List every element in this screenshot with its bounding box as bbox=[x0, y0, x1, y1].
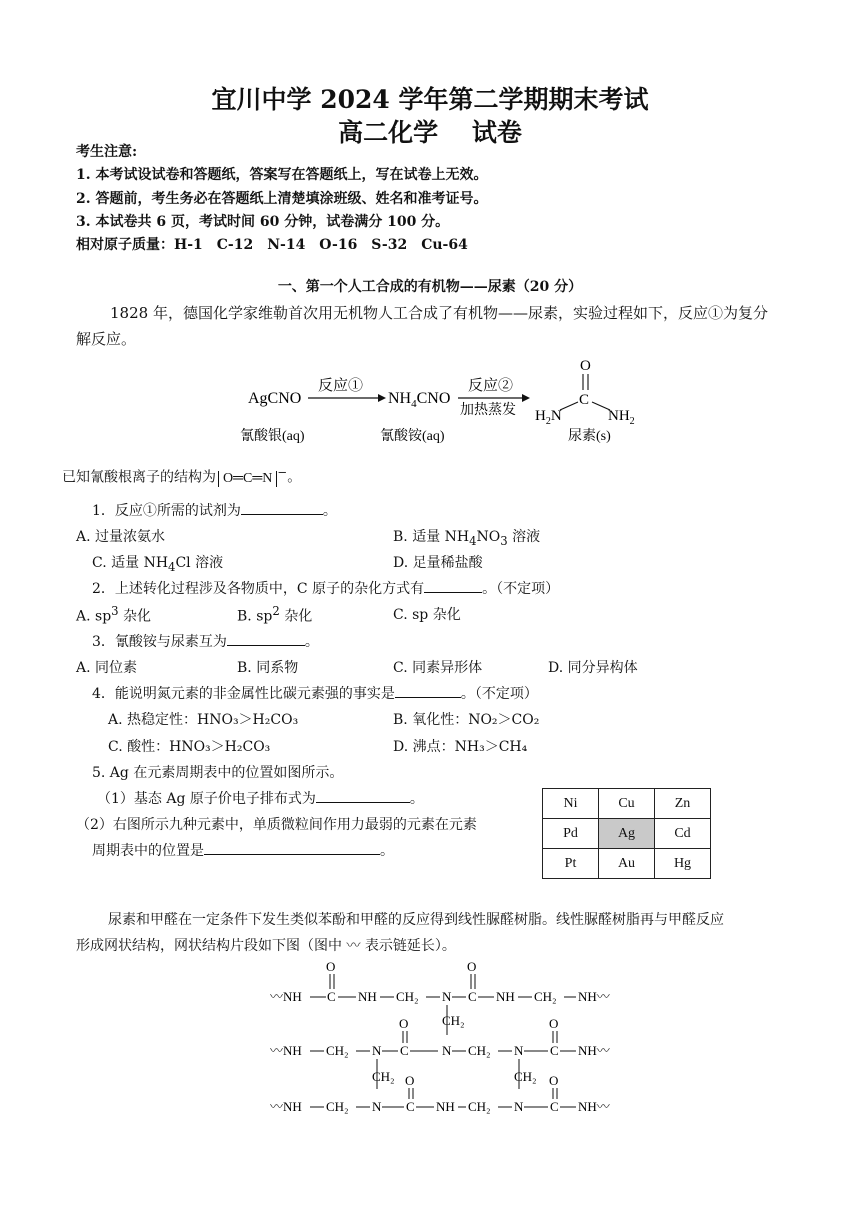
q1-option-b: B. 适量 $NH_4NO_3$ 溶液 bbox=[393, 529, 541, 548]
arrow-1-head bbox=[378, 394, 386, 402]
r1-ch2: CH₂ bbox=[396, 989, 419, 1004]
q4-option-d: D. 沸点：NH₃＞CH₄ bbox=[393, 739, 528, 755]
r2-n1: N bbox=[372, 1043, 382, 1058]
q2-stem: 2．上述转化过程涉及各物质中，C 原子的杂化方式有 。（不定项） bbox=[92, 578, 559, 598]
q5-part2-line1: （2）右图所示九种元素中，单质微粒间作用力最弱的元素在元素 bbox=[76, 817, 477, 833]
name-silver-cyanate: 氰酸银(aq) bbox=[240, 429, 305, 444]
r3-nh-left: 〰NH bbox=[270, 1099, 302, 1114]
q3-option-c: C. 同素异形体 bbox=[393, 660, 483, 676]
r2-o2: O bbox=[549, 1016, 559, 1031]
element-cell: Ni bbox=[543, 789, 599, 819]
r1-nh-left: 〰NH bbox=[270, 989, 302, 1004]
exam-title: 宜川中学 2024 学年第二学期期末考试 bbox=[211, 85, 649, 114]
element-cell: Cd bbox=[655, 819, 711, 849]
element-cell: Hg bbox=[655, 849, 711, 879]
urea-oxygen: O bbox=[580, 358, 591, 374]
periodic-row bbox=[543, 789, 711, 819]
urea-nh2-left: $H_2N$ bbox=[535, 408, 562, 427]
notice-item-1: 1. 本考试设试卷和答题纸，答案写在答题纸上，写在试卷上无效。 bbox=[76, 167, 488, 183]
q5-stem: 5. Ag 在元素周期表中的位置如图所示。 bbox=[92, 765, 344, 781]
r3-n2: N bbox=[514, 1099, 524, 1114]
section-title: 一、第一个人工合成的有机物——尿素（20 分） bbox=[277, 279, 583, 295]
r3-o2: O bbox=[549, 1073, 559, 1088]
q3-option-d: D. 同分异构体 bbox=[548, 660, 638, 676]
periodic-row bbox=[543, 849, 711, 879]
ion-structure: O═C═N bbox=[218, 471, 277, 487]
r3-ch2: CH₂ bbox=[326, 1099, 349, 1114]
q1-stem: 1．反应①所需的试剂为 。 bbox=[92, 500, 337, 520]
r3-c2: C bbox=[550, 1099, 559, 1114]
arrow-1-label: 反应① bbox=[318, 378, 364, 394]
q4-stem: 4．能说明氮元素的非金属性比碳元素强的事实是 。（不定项） bbox=[92, 683, 538, 703]
r3-n1: N bbox=[372, 1099, 382, 1114]
q3-blank bbox=[227, 631, 305, 646]
q5-part1: （1）基态 Ag 原子价电子排布式为 。 bbox=[97, 788, 424, 808]
q1-blank bbox=[241, 500, 323, 515]
network-structure bbox=[270, 955, 630, 1120]
q4-blank bbox=[395, 683, 461, 698]
q1-option-c: C. 适量 $NH_4Cl$ 溶液 bbox=[92, 555, 224, 574]
arrow-2-below: 加热蒸发 bbox=[460, 403, 516, 418]
r1-ch2-2: CH₂ bbox=[534, 989, 557, 1004]
q1-option-a: A. 过量浓氨水 bbox=[76, 529, 166, 545]
r1-n: N bbox=[442, 989, 452, 1004]
arrow-2-head bbox=[522, 394, 530, 402]
q5-part1-blank bbox=[316, 788, 410, 803]
bridge-ch2-1: CH₂ bbox=[442, 1013, 465, 1028]
q2-blank bbox=[424, 578, 482, 593]
r2-c1: C bbox=[400, 1043, 409, 1058]
resin-line-2: 形成网状结构，网状结构片段如下图（图中 〰 表示链延长）。 bbox=[76, 938, 456, 954]
periodic-row bbox=[543, 819, 711, 849]
r1-nh-right: NH〰 bbox=[578, 989, 610, 1004]
notice-heading: 考生注意: bbox=[76, 144, 138, 160]
bridge-ch2-2: CH₂ bbox=[372, 1069, 395, 1084]
r2-o1: O bbox=[399, 1016, 409, 1031]
bridge-ch2-3: CH₂ bbox=[514, 1069, 537, 1084]
atomic-masses: 相对原子质量：H-1 C-12 N-14 O-16 S-32 Cu-64 bbox=[76, 237, 468, 253]
element-cell: Cu bbox=[599, 789, 655, 819]
arrow-2-label: 反应② bbox=[468, 378, 514, 394]
name-ammonium-cyanate: 氰酸铵(aq) bbox=[380, 429, 445, 444]
r3-ch2-2: CH₂ bbox=[468, 1099, 491, 1114]
resin-line-1: 尿素和甲醛在一定条件下发生类似苯酚和甲醛的反应得到线性脲醛树脂。线性脲醛树脂再与甲醛反应 bbox=[108, 912, 724, 928]
urea-carbon: C bbox=[579, 392, 590, 408]
r3-nh-right: NH〰 bbox=[578, 1099, 610, 1114]
q5-part2-blank bbox=[204, 840, 380, 855]
periodic-table-fragment bbox=[542, 788, 711, 879]
r3-nh: NH bbox=[436, 1099, 455, 1114]
notice-item-2: 2. 答题前，考生务必在答题纸上清楚填涂班级、姓名和准考证号。 bbox=[76, 191, 488, 207]
q5-part2-line2: 周期表中的位置是 。 bbox=[92, 840, 394, 860]
q3-stem: 3．氰酸铵与尿素互为 。 bbox=[92, 631, 319, 651]
r3-c1: C bbox=[406, 1099, 415, 1114]
r2-n3: N bbox=[514, 1043, 524, 1058]
r2-ch2: CH₂ bbox=[326, 1043, 349, 1058]
urea-nh2-right: $NH_2$ bbox=[608, 408, 635, 427]
r3-o1: O bbox=[405, 1073, 415, 1088]
known-ion-text: 已知氰酸根离子的结构为 O═C═N −。 bbox=[62, 465, 302, 486]
r1-nh2: NH bbox=[496, 989, 515, 1004]
reactant-label: AgCNO bbox=[248, 390, 302, 407]
q3-option-b: B. 同系物 bbox=[237, 660, 299, 676]
intro-line-2: 解反应。 bbox=[76, 330, 137, 348]
intro-line-1: 1828 年，德国化学家维勒首次用无机物人工合成了有机物——尿素，实验过程如下，反应①为复分 bbox=[110, 304, 768, 322]
r2-nh-right: NH〰 bbox=[578, 1043, 610, 1058]
q4-option-b: B. 氧化性：NO₂＞CO₂ bbox=[393, 712, 540, 728]
element-cell: Pd bbox=[543, 819, 599, 849]
element-cell: Zn bbox=[655, 789, 711, 819]
q4-option-a: A. 热稳定性：HNO₃＞H₂CO₃ bbox=[108, 712, 299, 728]
element-cell: Pt bbox=[543, 849, 599, 879]
q2-option-b: B. $sp^2$ 杂化 bbox=[237, 604, 313, 625]
r2-ch2-2: CH₂ bbox=[468, 1043, 491, 1058]
known-prefix: 已知氰酸根离子的结构为 bbox=[62, 469, 216, 486]
exam-subtitle: 高二化学 试卷 bbox=[338, 118, 522, 147]
wave-icon: 〰 bbox=[346, 938, 361, 954]
notice-item-3: 3. 本试卷共 6 页，考试时间 60 分钟，试卷满分 100 分。 bbox=[76, 214, 450, 230]
r2-n2: N bbox=[442, 1043, 452, 1058]
q2-option-c: C. sp 杂化 bbox=[393, 607, 461, 623]
element-cell: Au bbox=[599, 849, 655, 879]
q1-option-d: D. 足量稀盐酸 bbox=[393, 555, 483, 571]
reaction-scheme bbox=[230, 352, 650, 452]
r2-nh-left: 〰NH bbox=[270, 1043, 302, 1058]
r1-c2: C bbox=[468, 989, 477, 1004]
r1-c1: C bbox=[327, 989, 336, 1004]
intermediate-label: $NH_4CNO$ bbox=[388, 390, 451, 410]
r1-o1: O bbox=[326, 959, 336, 974]
r1-nh: NH bbox=[358, 989, 377, 1004]
name-urea: 尿素(s) bbox=[568, 429, 611, 444]
element-cell-highlighted: Ag bbox=[599, 819, 655, 849]
ion-charge: − bbox=[277, 465, 288, 479]
q4-option-c: C. 酸性：HNO₃＞H₂CO₃ bbox=[108, 739, 271, 755]
r2-c2: C bbox=[550, 1043, 559, 1058]
q3-option-a: A. 同位素 bbox=[76, 660, 138, 676]
q2-option-a: A. $sp^3$ 杂化 bbox=[76, 604, 152, 625]
r1-o2: O bbox=[467, 959, 477, 974]
